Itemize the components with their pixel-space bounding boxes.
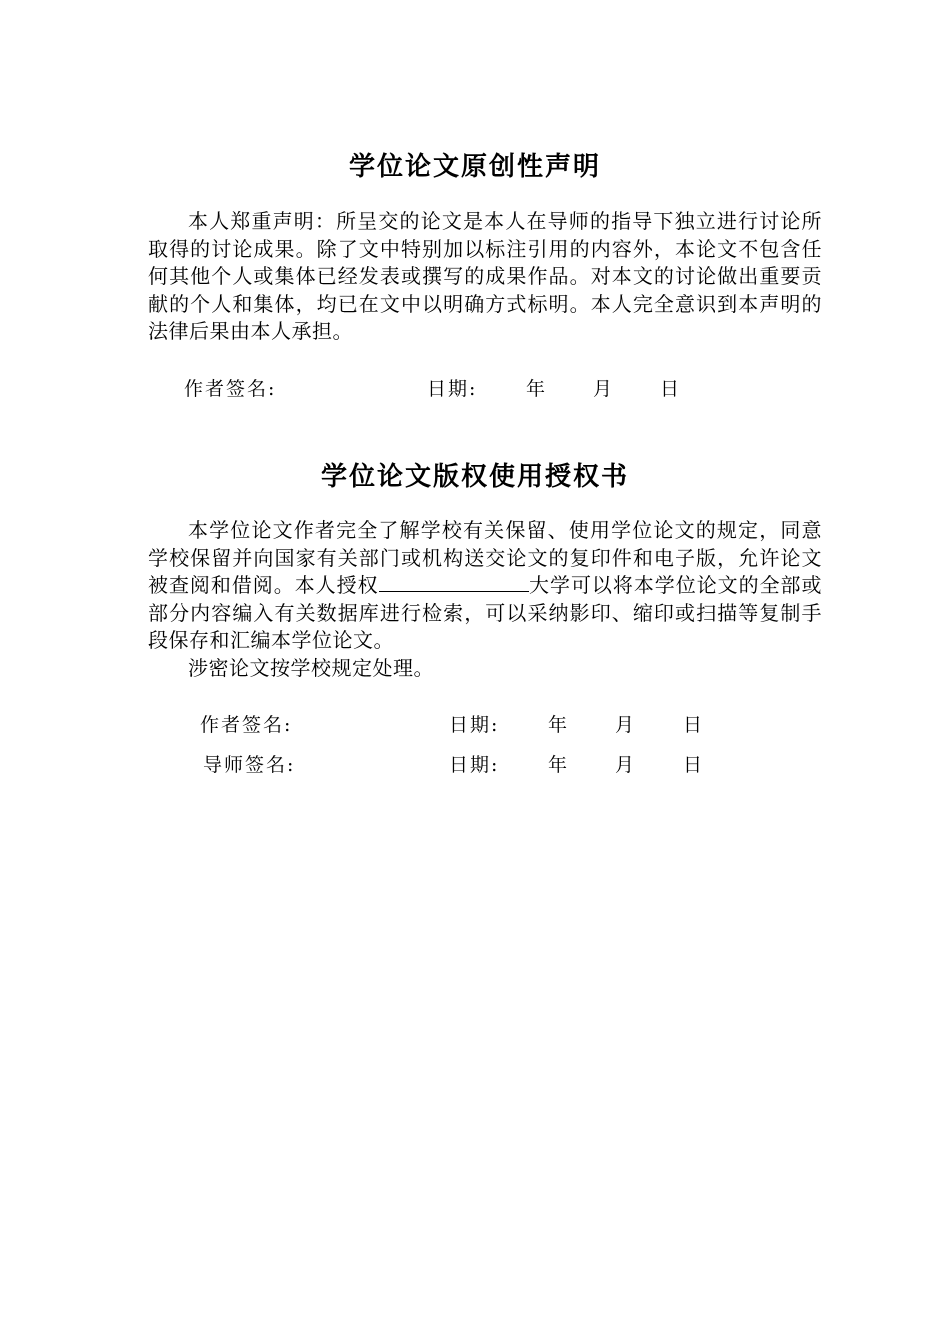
year-label: 年 [548, 754, 570, 776]
day-label: 日 [683, 754, 705, 776]
month-label: 月 [615, 714, 637, 736]
author-signature-row [200, 710, 720, 736]
copyright-title: 学位论文版权使用授权书 [320, 462, 629, 492]
advisor-signature-row [203, 750, 723, 776]
author-signature-label: 作者签名: [200, 714, 293, 736]
originality-signature-row [184, 374, 704, 400]
advisor-signature-label: 导师签名: [203, 754, 296, 776]
authorization-text-before: 本学位论文作者完全了解学校有关保留、使用学位论文的规定，同意学校保留并向国家有关部门或机构送交论文的复印件和电子版，允许论文被查阅和借阅。本人授权 [148, 518, 822, 597]
originality-title: 学位论文原创性声明 [348, 152, 601, 182]
university-name-blank [379, 572, 529, 592]
month-label: 月 [615, 754, 637, 776]
author-signature-label: 作者签名: [184, 378, 277, 400]
day-label: 日 [683, 714, 705, 736]
secret-thesis-note: 涉密论文按学校规定处理。 [188, 656, 434, 680]
date-label: 日期: [427, 378, 478, 400]
year-label: 年 [526, 378, 548, 400]
authorization-text-after: 大学可以将本学位论文的全部或部分内容编入有关数据库进行检索，可以采纳影印、缩印或扫描等复制手段保存和汇编本学位论文。 [148, 573, 823, 652]
day-label: 日 [660, 378, 682, 400]
month-label: 月 [593, 378, 615, 400]
copyright-authorization [148, 517, 822, 655]
date-label: 日期: [449, 754, 500, 776]
originality-statement: 本人郑重声明：所呈交的论文是本人在导师的指导下独立进行讨论所取得的讨论成果。除了文中特别加以标注引用的内容外，本论文不包含任何其他个人或集体已经发表或撰写的成果作品。对本文的讨论做出重要贡献的个人和集体，均已在文中以明确方式标明。本人完全意识到本声明的法律后果由本人承担。 [148, 209, 822, 343]
year-label: 年 [548, 714, 570, 736]
date-label: 日期: [449, 714, 500, 736]
